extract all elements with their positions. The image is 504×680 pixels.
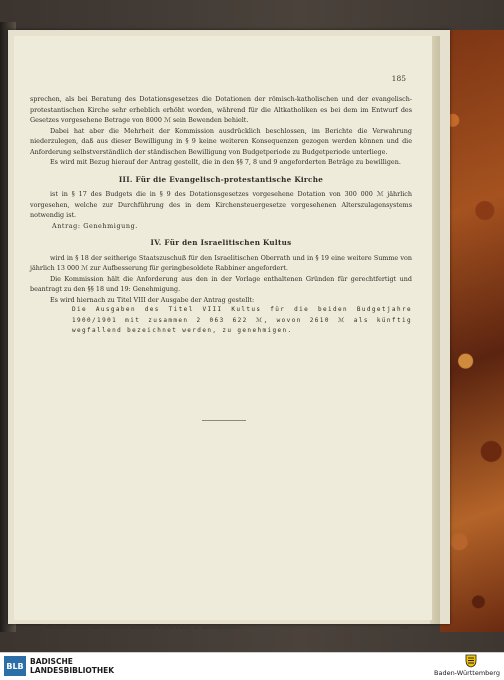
section-heading-protestant: III. Für die Evangelisch-protestantische Kirche	[118, 174, 324, 184]
paragraph: ist in § 17 des Budgets die in § 9 des Dotationsgesetzes vorgesehene Dotation von 300 000 ℳ jährlich vorgesehen, welche zur Durchführung des in dem Kirchensteuergesetze vorgesehenen Alterszulagensystems notwendig ist.	[30, 190, 412, 219]
book-page	[14, 36, 432, 631]
library-name	[30, 657, 114, 675]
separator-rule	[202, 420, 246, 421]
page-body	[30, 94, 412, 337]
library-name-line1: BADISCHE	[30, 657, 73, 666]
page-number: 185	[391, 74, 406, 83]
paragraph: Die Kommission hält die Anforderung aus den in der Vorlage enthaltenen Gründen für gerechtfertigt und beantragt zu den §§ 18 und 19: Genehmigung.	[30, 274, 412, 293]
section-heading-israelite: IV. Für den Israelitischen Kultus	[150, 238, 292, 247]
paragraph: wird in § 18 der seitherige Staatszuschuß für den Israelitischen Oberrath und in § 19 eine weitere Summe von jährlich 13 000 ℳ zur Aufbesserung für geringbesoldete Rabbiner angefordert.	[30, 253, 412, 272]
blb-logo[interactable]: BLB	[4, 656, 26, 676]
closing-text: Es wird hiernach zu Titel VIII der Ausgabe der Antrag gestellt:	[50, 295, 255, 304]
motion-text: Antrag: Genehmigung.	[52, 221, 138, 230]
paragraph: Es wird mit Bezug hierauf der Antrag gestellt, die in den §§ 7, 8 und 9 angeforderten Beträge zu bewilligen.	[50, 158, 401, 166]
footer-sheet-number: 24	[400, 624, 408, 631]
paragraph: sprechen, als bei Beratung des Dotationsgesetzes die Dotationen der römisch-katholischen und der evangelisch-protestantischen Kirche sehr erheblich erhöht worden, während für die Altkatholiken es bei dem im Entwurf des Gesetzes vorgesehene Betrage von 8000 ℳ sein Bewenden behielt.	[30, 95, 412, 124]
footer-source: Verhandlungen der zweiten Kammer 1899/1900. 3. Beilagenheft.	[44, 624, 243, 631]
state-label: Baden-Württemberg	[434, 669, 500, 677]
library-name-line2: LANDESBIBLIOTHEK	[30, 666, 115, 675]
page-footer	[44, 624, 408, 631]
resolution-text: Die Ausgaben des Titel VIII Kultus für die beiden Budgetjahre 1900/1901 mit zusammen 2 063 622 ℳ, wovon 2610 ℳ als künftig wegfallend bezeichnet werden, zu genehmigen.	[72, 306, 412, 334]
paragraph: Dabei hat aber die Mehrheit der Kommission ausdrücklich beschlossen, im Berichte die Verwahrung niederzulegen, daß aus dieser Bewilligung in § 9 keine weiteren Konsequenzen gezogen werden können und die Anforderung selbstverständlich der ständischen Bewilligung von Budgetperiode zu Budgetperiode unterliege.	[30, 126, 412, 156]
coat-of-arms-icon	[464, 654, 478, 668]
library-bar	[0, 652, 504, 680]
